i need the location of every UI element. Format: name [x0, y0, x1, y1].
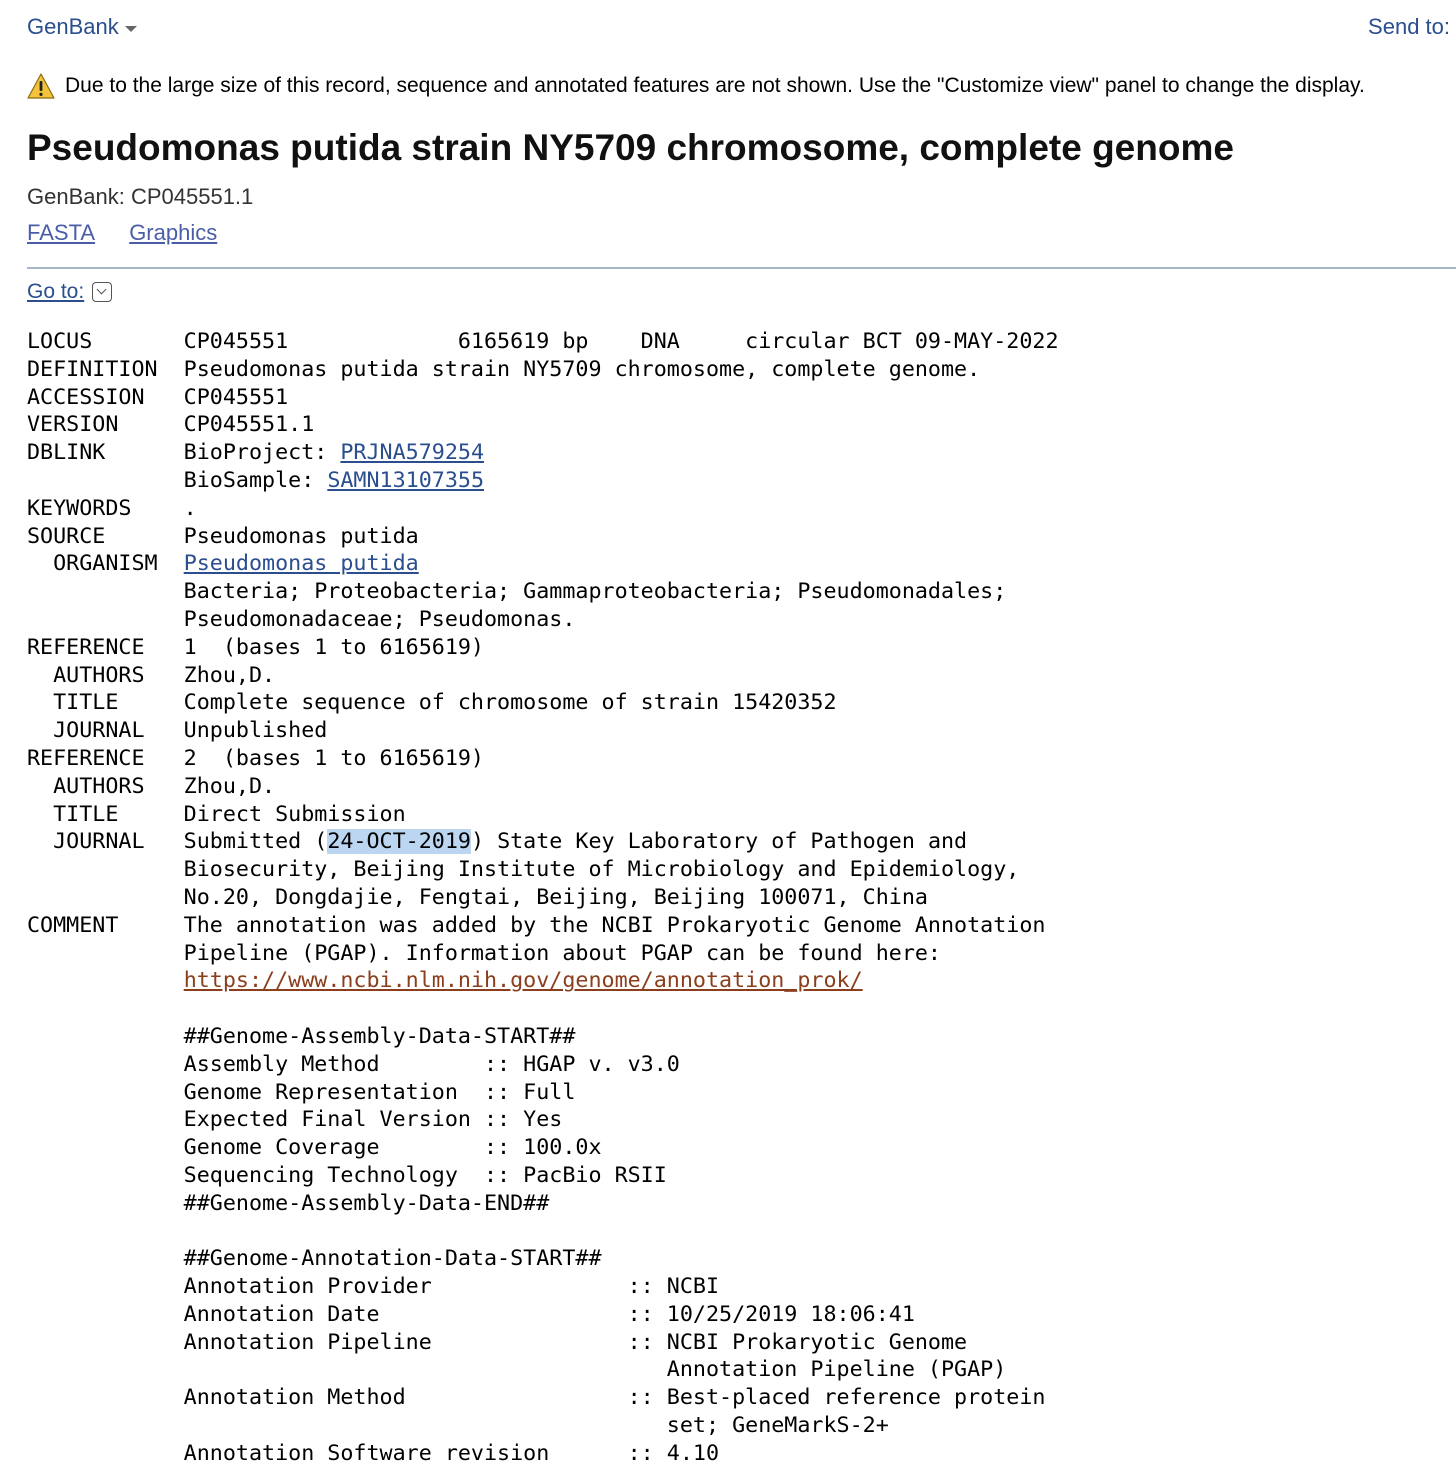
comment-line-1: COMMENT The annotation was added by the NCBI Prokaryotic Genome Annotation — [27, 912, 1046, 938]
reference-2-journal-line-2: Biosecurity, Beijing Institute of Microbiology and Epidemiology, — [27, 857, 1020, 883]
annotation-pipeline-line-1: Annotation Pipeline :: NCBI Prokaryotic Genome — [27, 1329, 968, 1355]
biosample-prefix: BioSample: — [27, 467, 328, 493]
large-record-warning — [27, 70, 1436, 102]
reference-2-journal-prefix: JOURNAL Submitted ( — [27, 829, 328, 855]
send-to-menu[interactable]: Send to: — [1368, 14, 1450, 39]
reference-1-title: TITLE Complete sequence of chromosome of strain 15420352 — [27, 690, 837, 716]
organism-prefix: ORGANISM — [27, 551, 184, 577]
annotation-date: Annotation Date :: 10/25/2019 18:06:41 — [27, 1301, 915, 1327]
assembly-data-end: ##Genome-Assembly-Data-END## — [27, 1190, 550, 1216]
reference-2-authors: AUTHORS Zhou,D. — [27, 773, 276, 799]
warning-icon — [27, 72, 55, 100]
reference-1-journal: JOURNAL Unpublished — [27, 718, 328, 744]
page-title: Pseudomonas putida strain NY5709 chromosome, complete genome — [27, 127, 1234, 168]
annotation-provider: Annotation Provider :: NCBI — [27, 1274, 720, 1300]
annotation-pipeline-line-2: Annotation Pipeline (PGAP) — [27, 1357, 1007, 1383]
annotation-method-line-1: Annotation Method :: Best-placed reference protein — [27, 1385, 1046, 1411]
biosample-link[interactable]: SAMN13107355 — [327, 467, 484, 493]
graphics-link[interactable]: Graphics — [129, 220, 218, 245]
warning-text: Due to the large size of this record, sequence and annotated features are not shown. Use the "Customize view" panel to change the display. — [65, 74, 1365, 97]
goto-control — [27, 277, 112, 307]
genbank-flatfile — [27, 328, 1059, 1462]
reference-2-journal-suffix: ) State Key Laboratory of Pathogen and — [470, 829, 968, 855]
view-links — [27, 218, 245, 248]
top-bar — [27, 12, 1450, 42]
genome-coverage: Genome Coverage :: 100.0x — [27, 1135, 602, 1161]
accession-line: ACCESSION CP045551 — [27, 384, 289, 410]
genome-representation: Genome Representation :: Full — [27, 1079, 576, 1105]
dblink-prefix: DBLINK BioProject: — [27, 440, 341, 466]
comment-url-prefix — [27, 968, 184, 993]
definition-line: DEFINITION Pseudomonas putida strain NY5709 chromosome, complete genome. — [27, 356, 981, 382]
display-format-label: GenBank — [27, 14, 119, 39]
chevron-down-icon[interactable] — [92, 282, 112, 302]
fasta-link[interactable]: FASTA — [27, 220, 96, 245]
assembly-method: Assembly Method :: HGAP v. v3.0 — [27, 1051, 680, 1077]
selected-date-text[interactable]: 24-OCT-2019 — [327, 829, 471, 855]
pgap-url-link[interactable]: https://www.ncbi.nlm.nih.gov/genome/annotation_prok/ — [183, 968, 863, 994]
version-line: VERSION CP045551.1 — [27, 412, 315, 438]
lineage-line-1: Bacteria; Proteobacteria; Gammaproteobacteria; Pseudomonadales; — [27, 579, 1007, 605]
annotation-method-line-2: set; GeneMarkS-2+ — [27, 1413, 889, 1439]
annotation-software-revision: Annotation Software revision :: 4.10 — [27, 1440, 720, 1462]
reference-2-line: REFERENCE 2 (bases 1 to 6165619) — [27, 745, 484, 771]
keywords-line: KEYWORDS . — [27, 495, 197, 521]
caret-down-icon — [125, 26, 137, 32]
divider — [27, 267, 1456, 269]
goto-link[interactable]: Go to: — [27, 280, 85, 303]
annotation-data-start: ##Genome-Annotation-Data-START## — [27, 1246, 602, 1272]
source-line: SOURCE Pseudomonas putida — [27, 523, 419, 549]
bioproject-link[interactable]: PRJNA579254 — [340, 440, 485, 466]
assembly-data-start: ##Genome-Assembly-Data-START## — [27, 1023, 576, 1049]
organism-link[interactable]: Pseudomonas putida — [183, 551, 419, 577]
reference-2-journal-line-3: No.20, Dongdajie, Fengtai, Beijing, Beijing 100071, China — [27, 884, 928, 910]
display-format-dropdown[interactable] — [27, 12, 137, 42]
reference-1-authors: AUTHORS Zhou,D. — [27, 662, 276, 688]
reference-1-line: REFERENCE 1 (bases 1 to 6165619) — [27, 634, 484, 660]
comment-line-2: Pipeline (PGAP). Information about PGAP can be found here: — [27, 940, 941, 966]
sequencing-technology: Sequencing Technology :: PacBio RSII — [27, 1162, 667, 1188]
lineage-line-2: Pseudomonadaceae; Pseudomonas. — [27, 606, 576, 632]
reference-2-title: TITLE Direct Submission — [27, 801, 406, 827]
expected-final-version: Expected Final Version :: Yes — [27, 1107, 563, 1133]
locus-line: LOCUS CP045551 6165619 bp DNA circular BCT 09-MAY-2022 — [27, 329, 1059, 354]
accession-version: GenBank: CP045551.1 — [27, 184, 254, 209]
